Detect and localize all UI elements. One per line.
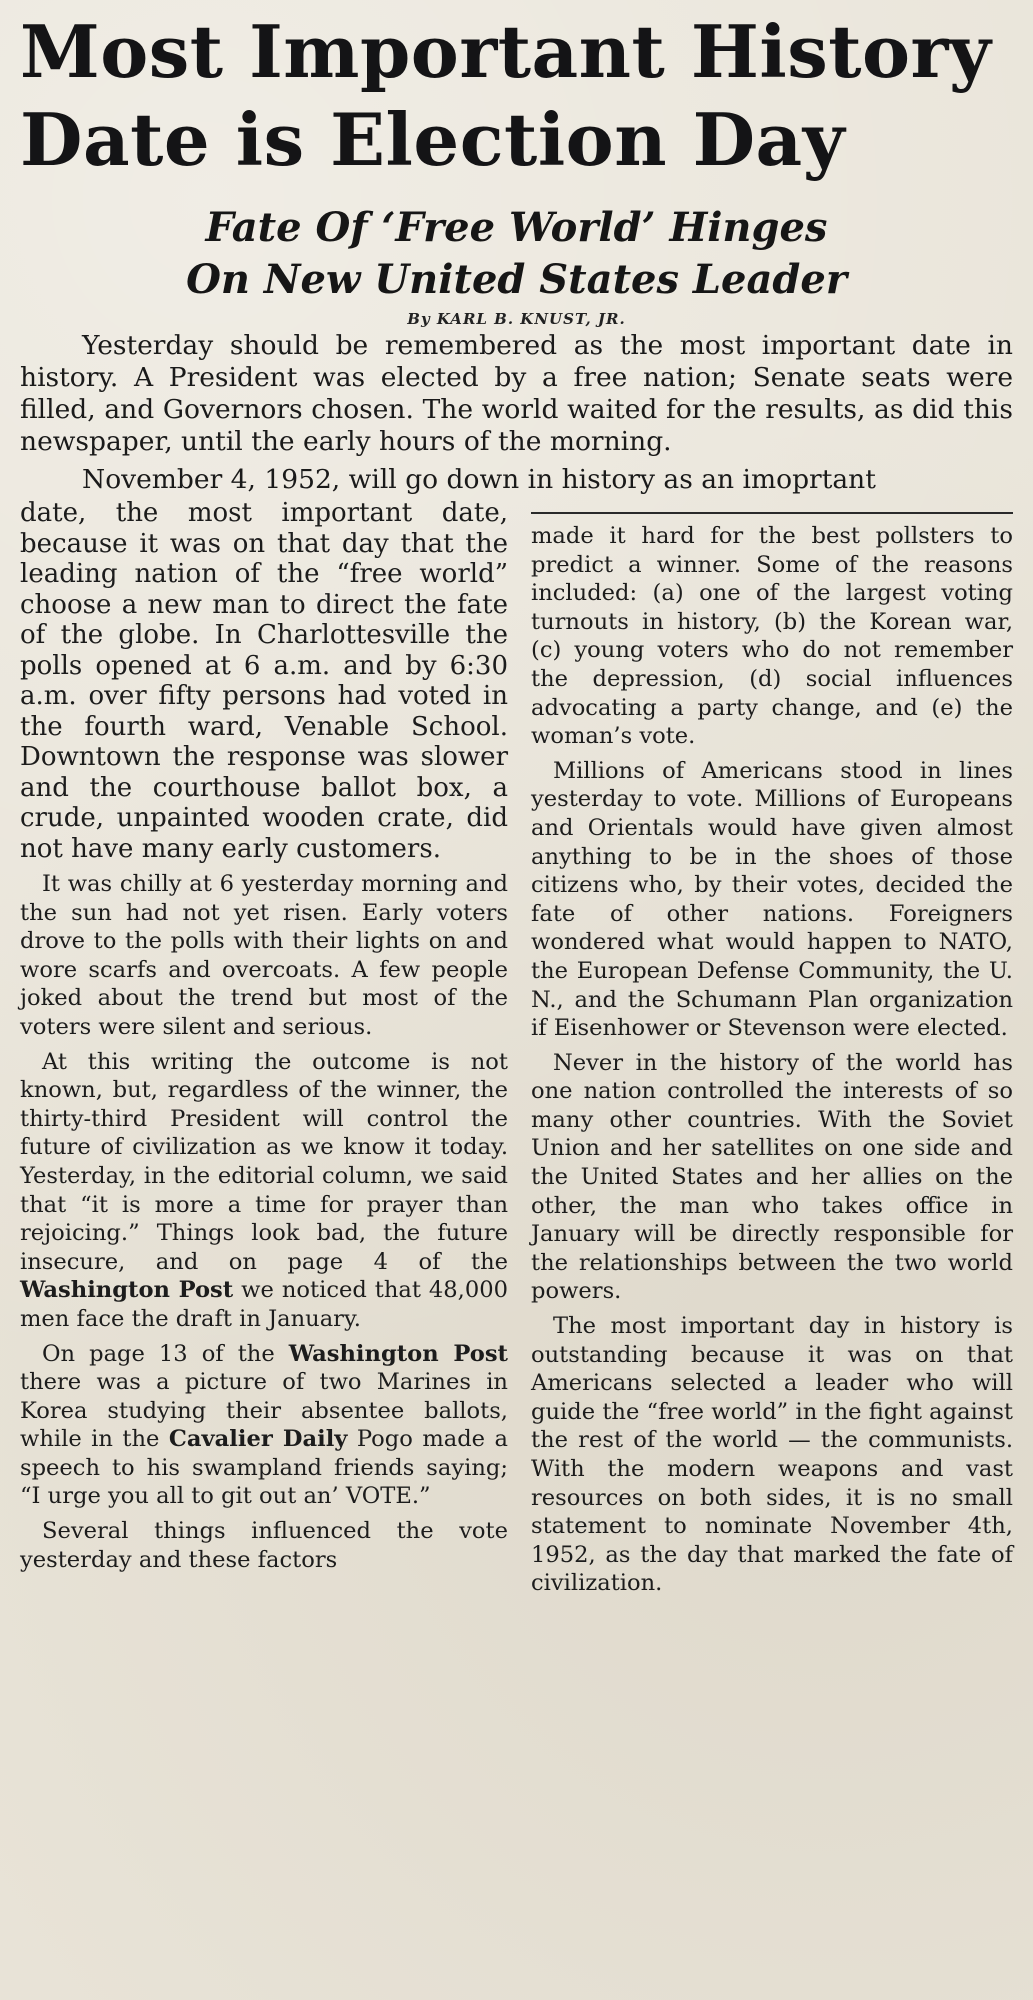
- left-paragraph-3: [20, 1048, 508, 1334]
- intro-paragraph-2: November 4, 1952, will go down in history as an imoprtant: [82, 464, 876, 495]
- left-p3-text-a: At this writing the outcome is not known, but, regardless of the winner, the thirty-third President will control the future of civilization as we know it today. Yesterday, in the editorial column, we said that “it is more a time for prayer than rejoicing.” Things look bad, the future insecure, and on page 4 of the: [20, 1048, 508, 1275]
- subheadline-line-2: On New United States Leader: [186, 256, 847, 303]
- left-p4-text-a: On page 13 of the: [42, 1340, 289, 1367]
- article-intro: [20, 330, 1013, 496]
- left-paragraph-5: Several things influenced the vote yesterday and these factors: [20, 1518, 508, 1573]
- left-p4-newspaper-name-2: Cavalier Daily: [168, 1426, 348, 1453]
- left-paragraph-1: date, the most important date, because it was on that day that the leading nation of the “free world” choose a new man to direct the fate of the globe. In Charlottesville the polls opened at 6 a.m. and by 6:30 a.m. over fifty persons had voted in the fourth ward, Venable School. Downtown the response was slower and the courthouse ballot box, a crude, unpainted wooden crate, did not have many early customers.: [20, 498, 508, 864]
- right-paragraph-2: Millions of Americans stood in lines yesterday to vote. Millions of Europeans and Orientals would have given almost anything to be in the shoes of those citizens who, by their votes, decided the fate of other nations. Foreigners wondered what would happen to NATO, the European Defense Community, the U. N., and the Schumann Plan organization if Eisenhower or Stevenson were elected.: [531, 757, 1013, 1042]
- right-column: [531, 512, 1013, 1604]
- left-p4-text-c: there was a picture of two Marines in Korea studying their absentee ballots, while in the: [20, 1369, 508, 1453]
- left-column: [20, 498, 508, 1604]
- left-p3-newspaper-name: Washington Post: [20, 1277, 234, 1304]
- right-paragraph-3: Never in the history of the world has one nation controlled the interests of so many other countries. With the Soviet Union and her satellites on one side and the United States and her allies on the other, the man who takes office in January will be directly responsible for the relationships between the two world powers.: [531, 1049, 1013, 1305]
- left-paragraph-4: [20, 1340, 508, 1512]
- intro-paragraph-1: Yesterday should be remembered as the most important date in history. A President was elected by a free nation; Senate seats were filled, and Governors chosen. The world waited for the results, as did this newspaper, until the early hours of the morning.: [20, 330, 1013, 457]
- article-columns: [20, 498, 1013, 1604]
- left-p4-text-e: Pogo made a speech to his swampland friends saying; “I urge you all to git out an’ VOTE.”: [20, 1426, 508, 1510]
- left-paragraph-2: It was chilly at 6 yesterday morning and the sun had not yet risen. Early voters drove to the polls with their lights on and wore scarfs and overcoats. A few people joked about the trend but most of the voters were silent and serious.: [20, 871, 508, 1040]
- headline: [20, 8, 1013, 184]
- left-p3-text-c: we noticed that 48,000 men face the draft in January.: [20, 1277, 508, 1332]
- headline-line-1: Most Important History: [20, 9, 992, 94]
- right-paragraph-1: made it hard for the best pollsters to predict a winner. Some of the reasons included: (a) one of the largest voting turnouts in history, (b) the Korean war, (c) young voters who do not remember the depression, (d) social influences advocating a party change, and (e) the woman’s vote.: [531, 523, 1013, 750]
- byline: By KARL B. KNUST, JR.: [407, 310, 626, 328]
- headline-line-2: Date is Election Day: [20, 97, 846, 182]
- left-p4-newspaper-name: Washington Post: [288, 1340, 508, 1367]
- subheadline-line-1: Fate Of ‘Free World’ Hinges: [205, 204, 828, 251]
- subheadline: [20, 202, 1013, 306]
- right-paragraph-4: The most important day in history is outstanding because it was on that Americans selected a leader who will guide the “free world” in the fight against the rest of the world — the communists. With the modern weapons and vast resources on both sides, it is no small statement to nominate November 4th, 1952, as the day that marked the fate of civilization.: [531, 1313, 1013, 1597]
